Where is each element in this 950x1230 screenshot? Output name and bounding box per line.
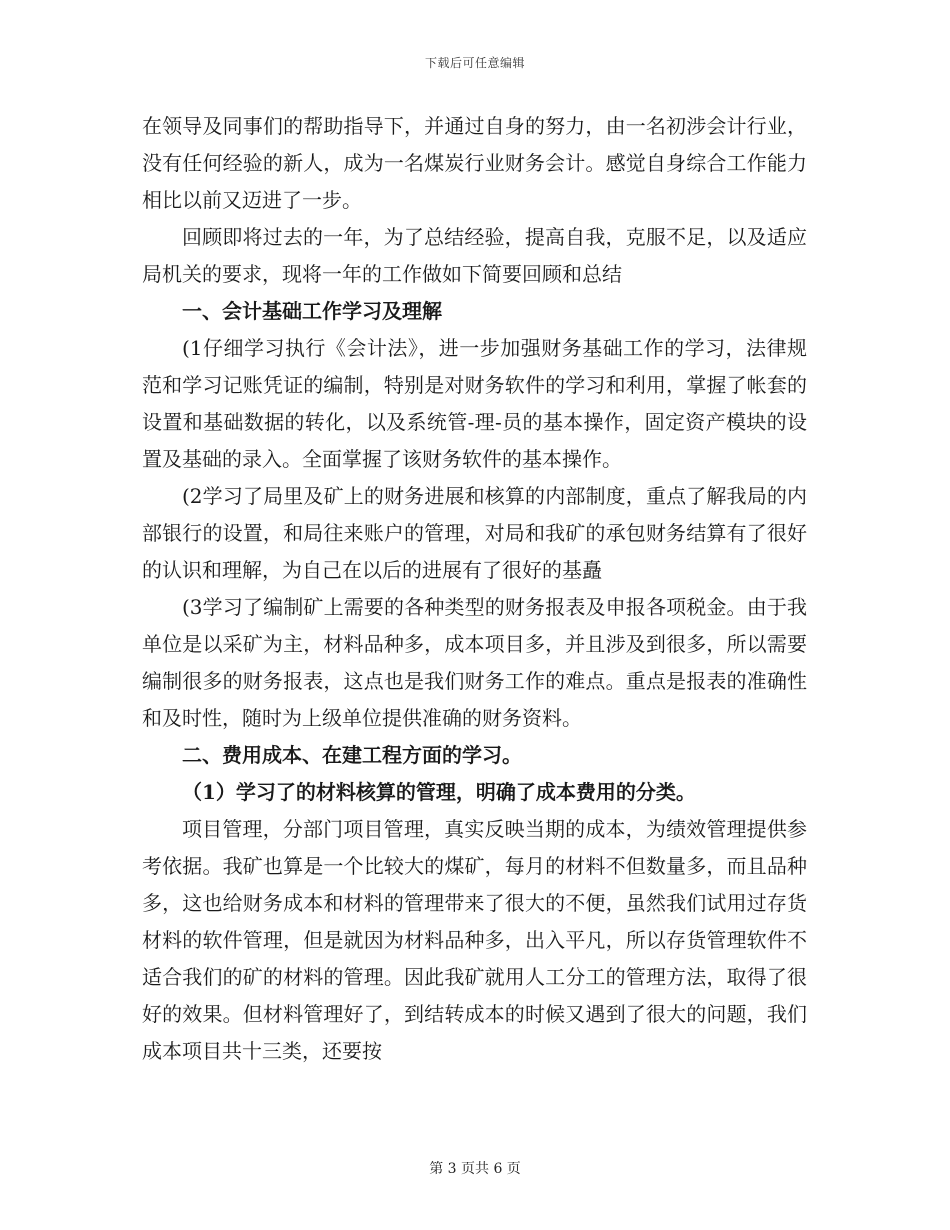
page-number: 第 3 页共 6 页	[429, 1161, 521, 1177]
paragraph-2: 回顾即将过去的一年，为了总结经验，提高自我，克服不足，以及适应局机关的要求，现将一年的工作做如下简要回顾和总结	[142, 225, 807, 286]
paragraph-3: (1仔细学习执行《会计法》，进一步加强财务基础工作的学习，法律规范和学习记账凭证的编制，特别是对财务软件的学习和利用，掌握了帐套的设置和基础数据的转化，以及系统管-理-员的基本操作，固定资产模块的设置及基础的录入。全面掌握了该财务软件的基本操作。	[142, 336, 807, 471]
paragraph-1: 在领导及同事们的帮助指导下，并通过自身的努力，由一名初涉会计行业，没有任何经验的新人，成为一名煤炭行业财务会计。感觉自身综合工作能力相比以前又迈进了一步。	[142, 114, 807, 212]
sub-heading-1: （1）学习了的材料核算的管理，明确了成本费用的分类。	[182, 780, 696, 804]
paragraph-5: (3学习了编制矿上需要的各种类型的财务报表及申报各项税金。由于我单位是以采矿为主，材料品种多，成本项目多，并且涉及到很多，所以需要编制很多的财务报表，这点也是我们财务工作的难点。重点是报表的准确性和及时性，随时为上级单位提供准确的财务资料。	[142, 595, 807, 730]
section-heading-1: 一、会计基础工作学习及理解	[182, 299, 442, 323]
paragraph-4: (2学习了局里及矿上的财务进展和核算的内部制度，重点了解我局的内部银行的设置，和局往来账户的管理，对局和我矿的承包财务结算有了很好的认识和理解，为自己在以后的进展有了很好的基矗	[142, 484, 807, 582]
section-heading-2: 二、费用成本、在建工程方面的学习。	[182, 743, 522, 767]
page-header: 下载后可任意编辑	[424, 56, 525, 70]
paragraph-6: 项目管理，分部门项目管理，真实反映当期的成本，为绩效管理提供参考依据。我矿也算是一个比较大的煤矿，每月的材料不但数量多，而且品种多，这也给财务成本和材料的管理带来了很大的不便，虽然我们试用过存货材料的软件管理，但是就因为材料品种多，出入平凡，所以存货管理软件不适合我们的矿的材料的管理。因此我矿就用人工分工的管理方法，取得了很好的效果。但材料管理好了，到结转成本的时候又遇到了很大的问题，我们成本项目共十三类，还要按	[142, 817, 807, 1063]
document-body	[142, 108, 807, 1070]
